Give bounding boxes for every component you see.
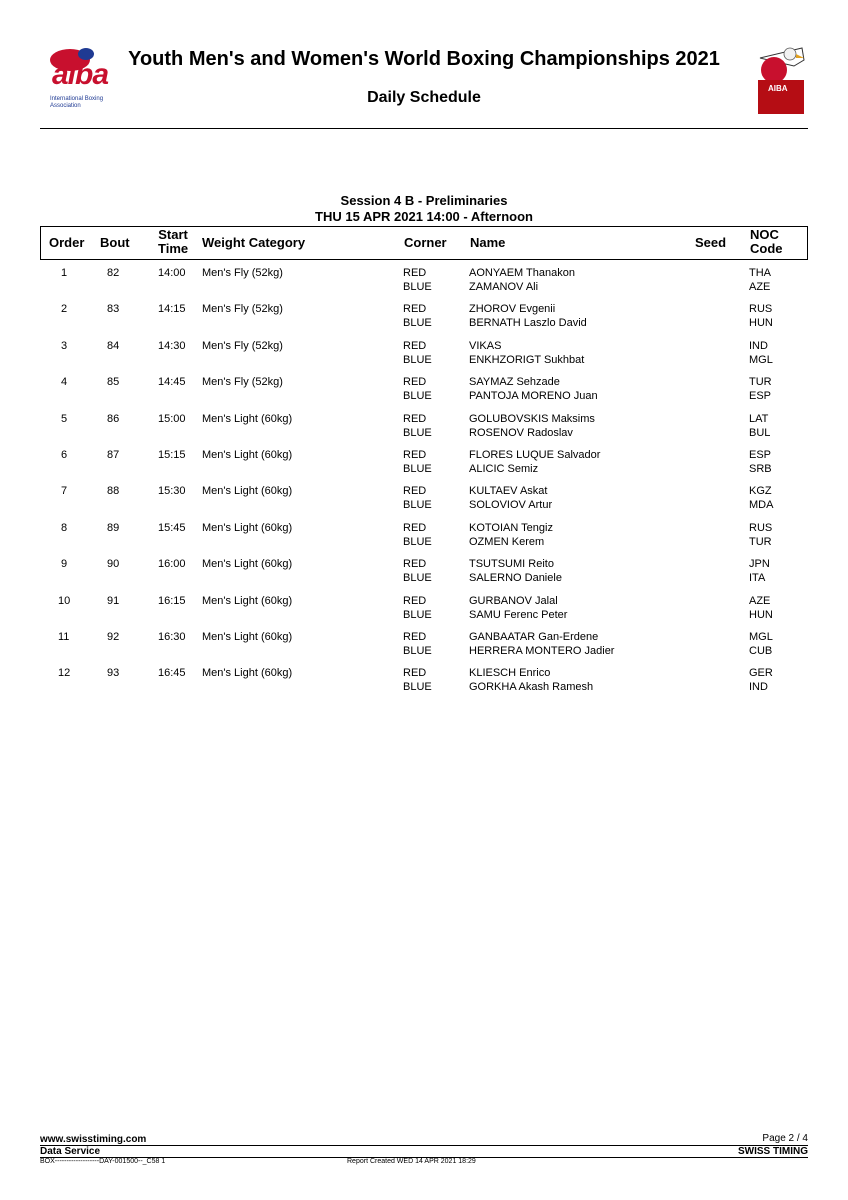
corner-blue-label: BLUE	[403, 572, 432, 585]
col-start-time	[158, 228, 188, 256]
bout-start-time: 15:45	[158, 521, 186, 534]
bout-start-time: 14:15	[158, 303, 186, 316]
bout-order: 10	[58, 594, 71, 607]
red-noc-code: AZE	[749, 594, 771, 607]
col-noc-line1: NOC	[750, 227, 779, 242]
bout-number: 82	[107, 267, 120, 279]
bout-number: 84	[107, 339, 120, 352]
blue-boxer-name: ROSENOV Radoslav	[469, 426, 573, 439]
red-noc-code: RUS	[749, 303, 773, 316]
red-boxer-name: ZHOROV Evgenii	[469, 303, 556, 316]
blue-noc-code: ESP	[749, 390, 772, 403]
blue-noc-code: IND	[749, 681, 768, 694]
table-row	[40, 594, 808, 630]
corner-red-label: RED	[403, 558, 427, 571]
bout-weight-category: Men's Fly (52kg)	[202, 303, 283, 316]
blue-boxer-name: SALERNO Daniele	[469, 572, 562, 585]
bout-weight-category: Men's Fly (52kg)	[202, 267, 283, 279]
blue-noc-code: HUN	[749, 317, 773, 330]
corner-blue-label: BLUE	[403, 681, 432, 694]
red-noc-code: RUS	[749, 521, 773, 534]
bout-order: 9	[61, 558, 68, 571]
corner-blue-label: BLUE	[403, 317, 432, 330]
bout-order: 8	[61, 521, 68, 534]
bout-start-time: 15:00	[158, 412, 186, 425]
aiba-logo-text: aiba	[52, 58, 109, 91]
footer-url[interactable]: www.swisstiming.com	[40, 1134, 147, 1145]
page-title: Youth Men's and Women's World Boxing Championships 2021	[128, 48, 720, 70]
bout-weight-category: Men's Fly (52kg)	[202, 339, 283, 352]
red-noc-code: KGZ	[749, 485, 772, 498]
blue-boxer-name: PANTOJA MORENO Juan	[469, 390, 598, 403]
red-noc-code: GER	[749, 667, 773, 680]
blue-noc-code: TUR	[749, 535, 772, 548]
bout-order: 7	[61, 485, 68, 498]
bout-start-time: 16:30	[158, 630, 186, 643]
bout-number: 93	[107, 667, 120, 680]
footer-swiss-timing: SWISS TIMING	[738, 1146, 808, 1157]
bout-start-time: 16:15	[158, 594, 186, 607]
bout-start-time: 16:00	[158, 558, 186, 571]
session-heading	[0, 193, 848, 225]
red-noc-code: LAT	[749, 412, 769, 425]
corner-blue-label: BLUE	[403, 535, 432, 548]
page-subtitle: Daily Schedule	[367, 89, 481, 106]
red-noc-code: TUR	[749, 376, 772, 389]
corner-blue-label: BLUE	[403, 426, 432, 439]
red-boxer-name: GANBAATAR Gan-Erdene	[469, 630, 599, 643]
bout-start-time: 14:30	[158, 339, 186, 352]
corner-blue-label: BLUE	[403, 281, 432, 293]
table-row	[40, 630, 808, 666]
bout-start-time: 15:15	[158, 448, 186, 461]
blue-noc-code: ITA	[749, 572, 766, 585]
aiba-logo-subtext: International Boxing Association	[50, 96, 104, 109]
table-row	[40, 412, 808, 448]
corner-red-label: RED	[403, 485, 427, 498]
corner-blue-label: BLUE	[403, 390, 432, 403]
table-row	[40, 521, 808, 557]
corner-blue-label: BLUE	[403, 499, 432, 512]
red-boxer-name: TSUTSUMI Reito	[469, 558, 554, 571]
table-row	[40, 375, 808, 411]
col-name: Name	[470, 235, 506, 250]
blue-noc-code: HUN	[749, 608, 773, 621]
blue-boxer-name: GORKHA Akash Ramesh	[469, 681, 594, 694]
corner-red-label: RED	[403, 339, 427, 352]
bout-number: 90	[107, 558, 120, 571]
bout-order: 2	[61, 303, 68, 316]
corner-red-label: RED	[403, 376, 427, 389]
blue-noc-code: MDA	[749, 499, 774, 512]
col-seed: Seed	[695, 235, 727, 250]
bout-number: 83	[107, 303, 120, 316]
session-name: Session 4 B - Preliminaries	[340, 193, 508, 208]
red-boxer-name: KOTOIAN Tengiz	[469, 521, 553, 534]
corner-blue-label: BLUE	[403, 462, 432, 475]
red-noc-code: IND	[749, 339, 768, 352]
col-corner: Corner	[404, 235, 447, 250]
championship-logo-text: AIBA	[768, 84, 788, 93]
footer-divider	[40, 1145, 808, 1146]
corner-red-label: RED	[403, 267, 427, 279]
red-noc-code: ESP	[749, 448, 772, 461]
red-boxer-name: AONYAEM Thanakon	[469, 267, 575, 279]
bout-number: 89	[107, 521, 120, 534]
corner-blue-label: BLUE	[403, 608, 432, 621]
corner-red-label: RED	[403, 667, 427, 680]
bout-number: 91	[107, 594, 120, 607]
col-start-line2: Time	[158, 241, 189, 256]
table-row	[40, 484, 808, 520]
blue-boxer-name: BERNATH Laszlo David	[469, 317, 587, 330]
bout-weight-category: Men's Light (60kg)	[202, 667, 293, 680]
red-boxer-name: SAYMAZ Sehzade	[469, 376, 560, 389]
bout-start-time: 15:30	[158, 485, 186, 498]
red-noc-code: JPN	[749, 558, 770, 571]
bout-weight-category: Men's Light (60kg)	[202, 594, 293, 607]
blue-boxer-name: ZAMANOV Ali	[469, 281, 539, 293]
red-boxer-name: KLIESCH Enrico	[469, 667, 551, 680]
red-boxer-name: FLORES LUQUE Salvador	[469, 448, 601, 461]
corner-red-label: RED	[403, 521, 427, 534]
blue-noc-code: CUB	[749, 644, 773, 657]
table-row	[40, 339, 808, 375]
bout-weight-category: Men's Fly (52kg)	[202, 376, 283, 389]
col-weight-category: Weight Category	[202, 235, 306, 250]
bout-weight-category: Men's Light (60kg)	[202, 630, 293, 643]
bout-order: 11	[58, 630, 70, 643]
blue-boxer-name: SAMU Ferenc Peter	[469, 608, 568, 621]
red-boxer-name: GOLUBOVSKIS Maksims	[469, 412, 595, 425]
bout-weight-category: Men's Light (60kg)	[202, 412, 293, 425]
bout-order: 6	[61, 448, 68, 461]
bout-start-time: 16:45	[158, 667, 186, 680]
corner-blue-label: BLUE	[403, 644, 432, 657]
header-divider	[40, 128, 808, 129]
footer-report-code: BOX-------------------DAY-001500--_C58 1	[40, 1158, 166, 1165]
blue-boxer-name: ENKHZORIGT Sukhbat	[469, 353, 585, 366]
bout-number: 87	[107, 448, 120, 461]
corner-red-label: RED	[403, 412, 427, 425]
footer-report-created: Report Created WED 14 APR 2021 18:29	[347, 1158, 476, 1165]
red-noc-code: MGL	[749, 630, 773, 643]
bout-order: 1	[61, 267, 68, 279]
blue-noc-code: BUL	[749, 426, 771, 439]
footer-data-service: Data Service	[40, 1146, 101, 1157]
bout-order: 3	[61, 339, 68, 352]
blue-noc-code: AZE	[749, 281, 771, 293]
bout-start-time: 14:45	[158, 376, 186, 389]
bout-weight-category: Men's Light (60kg)	[202, 448, 293, 461]
red-boxer-name: GURBANOV Jalal	[469, 594, 558, 607]
bout-weight-category: Men's Light (60kg)	[202, 521, 293, 534]
corner-red-label: RED	[403, 630, 427, 643]
blue-noc-code: MGL	[749, 353, 773, 366]
blue-noc-code: SRB	[749, 462, 772, 475]
col-noc-line2: Code	[750, 241, 783, 256]
table-row	[40, 266, 808, 302]
bout-order: 12	[58, 667, 71, 680]
corner-red-label: RED	[403, 594, 427, 607]
schedule-table	[40, 266, 808, 703]
corner-blue-label: BLUE	[403, 353, 432, 366]
col-bout: Bout	[100, 235, 130, 250]
bout-number: 85	[107, 376, 120, 389]
table-row	[40, 302, 808, 338]
table-row	[40, 448, 808, 484]
bout-order: 4	[61, 376, 68, 389]
blue-boxer-name: SOLOVIOV Artur	[469, 499, 553, 512]
bout-order: 5	[61, 412, 68, 425]
bout-weight-category: Men's Light (60kg)	[202, 485, 293, 498]
session-datetime: THU 15 APR 2021 14:00 - Afternoon	[315, 209, 533, 224]
bout-start-time: 14:00	[158, 267, 186, 279]
table-row	[40, 557, 808, 593]
col-start-line1: Start	[158, 227, 188, 242]
blue-boxer-name: ALICIC Semiz	[469, 462, 539, 475]
table-header	[40, 226, 808, 260]
table-row	[40, 666, 808, 702]
bout-weight-category: Men's Light (60kg)	[202, 558, 293, 571]
footer-page-number: Page 2 / 4	[762, 1133, 808, 1144]
corner-red-label: RED	[403, 303, 427, 316]
red-boxer-name: KULTAEV Askat	[469, 485, 548, 498]
red-noc-code: THA	[749, 267, 771, 279]
red-boxer-name: VIKAS	[469, 339, 502, 352]
col-order: Order	[49, 235, 85, 250]
bout-number: 86	[107, 412, 120, 425]
bout-number: 88	[107, 485, 120, 498]
corner-red-label: RED	[403, 448, 427, 461]
blue-boxer-name: HERRERA MONTERO Jadier	[469, 644, 615, 657]
bout-number: 92	[107, 630, 120, 643]
col-noc-code	[750, 228, 783, 256]
blue-boxer-name: OZMEN Kerem	[469, 535, 545, 548]
